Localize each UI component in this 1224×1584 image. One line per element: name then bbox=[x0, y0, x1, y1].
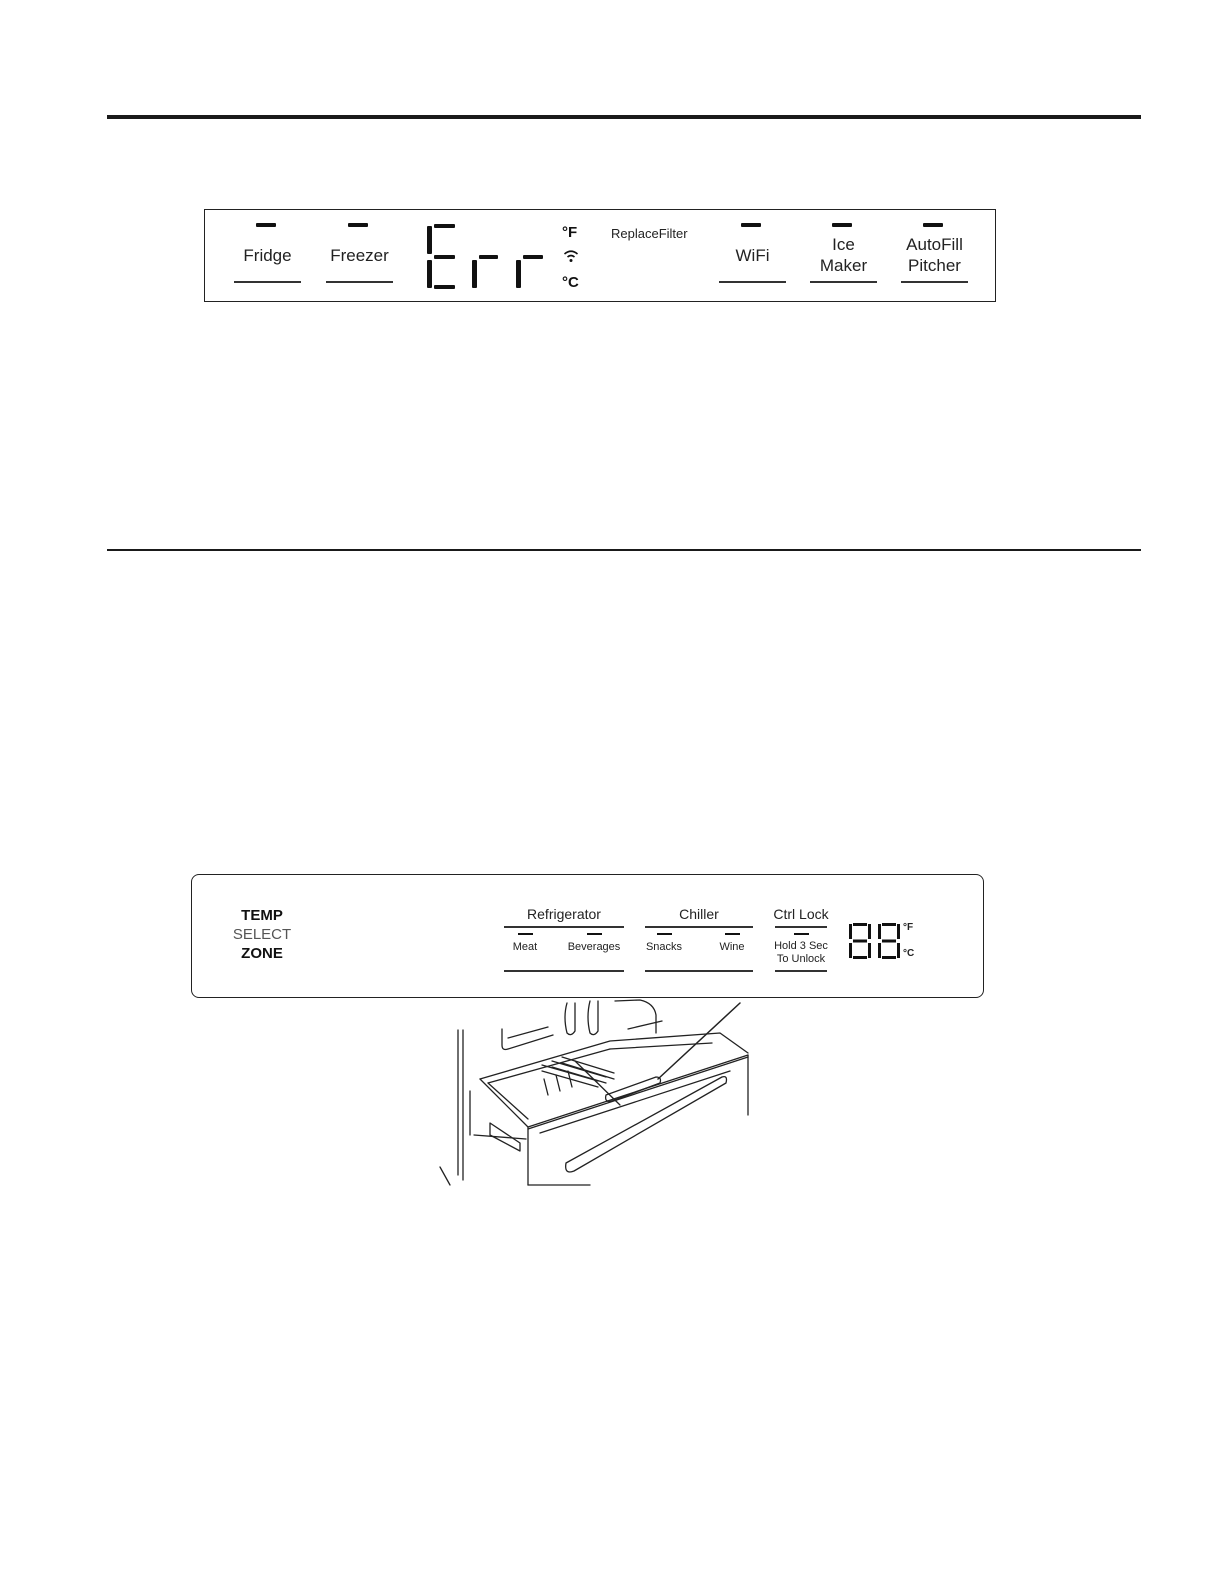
meat-button[interactable] bbox=[501, 933, 549, 953]
celsius-label-small: °C bbox=[903, 948, 915, 959]
control-panel-top bbox=[204, 209, 996, 302]
refrigerator-title: Refrigerator bbox=[527, 906, 601, 922]
zone-label-temp: TEMP bbox=[241, 907, 283, 924]
replace-filter-label: ReplaceFilter bbox=[611, 226, 688, 241]
zone-label-zone: ZONE bbox=[241, 945, 283, 962]
ctrl-lock-top-line bbox=[775, 926, 827, 928]
fridge-label: Fridge bbox=[243, 246, 292, 265]
ctrl-lock-bottom-line bbox=[775, 970, 827, 972]
autofill-label-line2: Pitcher bbox=[908, 256, 961, 275]
section-rule bbox=[107, 549, 1141, 551]
snacks-button[interactable] bbox=[639, 933, 689, 953]
top-rule bbox=[107, 115, 1141, 119]
beverages-button[interactable] bbox=[562, 933, 626, 953]
ctrl-lock-indicator-led bbox=[794, 933, 809, 935]
fridge-indicator-led bbox=[256, 223, 276, 227]
fahrenheit-label-small: °F bbox=[903, 922, 914, 933]
ctrl-lock-line1: Hold 3 Sec bbox=[774, 940, 828, 952]
beverages-indicator-led bbox=[587, 933, 602, 935]
wifi-button[interactable] bbox=[719, 210, 786, 303]
wifi-indicator-led bbox=[741, 223, 761, 227]
zone-label-select: SELECT bbox=[232, 926, 292, 943]
refrigerator-top-line bbox=[504, 926, 624, 928]
autofill-indicator-led bbox=[923, 223, 943, 227]
ice-maker-underline bbox=[810, 281, 877, 283]
snacks-indicator-led bbox=[657, 933, 672, 935]
fridge-button[interactable] bbox=[234, 210, 301, 303]
control-panel-drawer bbox=[191, 874, 984, 998]
snacks-label: Snacks bbox=[645, 941, 683, 953]
wine-label: Wine bbox=[719, 941, 745, 953]
autofill-underline bbox=[901, 281, 968, 283]
fahrenheit-label: °F bbox=[562, 224, 578, 241]
meat-label: Meat bbox=[512, 941, 538, 953]
meat-indicator-led bbox=[518, 933, 533, 935]
drawer-illustration bbox=[430, 995, 760, 1195]
freezer-underline bbox=[326, 281, 393, 283]
unit-indicators bbox=[560, 222, 586, 292]
chiller-top-line bbox=[645, 926, 753, 928]
wifi-underline bbox=[719, 281, 786, 283]
fridge-underline bbox=[234, 281, 301, 283]
error-display bbox=[423, 222, 553, 292]
autofill-label-line1: AutoFill bbox=[906, 235, 963, 254]
ice-maker-indicator-led bbox=[832, 223, 852, 227]
ice-maker-label-line1: Ice bbox=[832, 235, 855, 254]
freezer-label: Freezer bbox=[330, 246, 389, 265]
celsius-label: °C bbox=[562, 274, 579, 291]
temperature-display bbox=[847, 922, 903, 960]
refrigerator-bottom-line bbox=[504, 970, 624, 972]
chiller-bottom-line bbox=[645, 970, 753, 972]
freezer-indicator-led bbox=[348, 223, 368, 227]
wine-indicator-led bbox=[725, 933, 740, 935]
beverages-label: Beverages bbox=[567, 941, 621, 953]
ctrl-lock-title: Ctrl Lock bbox=[773, 906, 829, 922]
ice-maker-button[interactable] bbox=[810, 210, 877, 303]
ice-maker-label-line2: Maker bbox=[819, 256, 868, 275]
chiller-title: Chiller bbox=[679, 906, 719, 922]
wifi-icon bbox=[563, 249, 579, 263]
wine-button[interactable] bbox=[710, 933, 754, 953]
ctrl-lock-button[interactable] bbox=[766, 940, 836, 966]
freezer-button[interactable] bbox=[326, 210, 393, 303]
wifi-label: WiFi bbox=[735, 246, 770, 265]
autofill-pitcher-button[interactable] bbox=[901, 210, 968, 303]
ctrl-lock-line2: To Unlock bbox=[776, 953, 826, 965]
